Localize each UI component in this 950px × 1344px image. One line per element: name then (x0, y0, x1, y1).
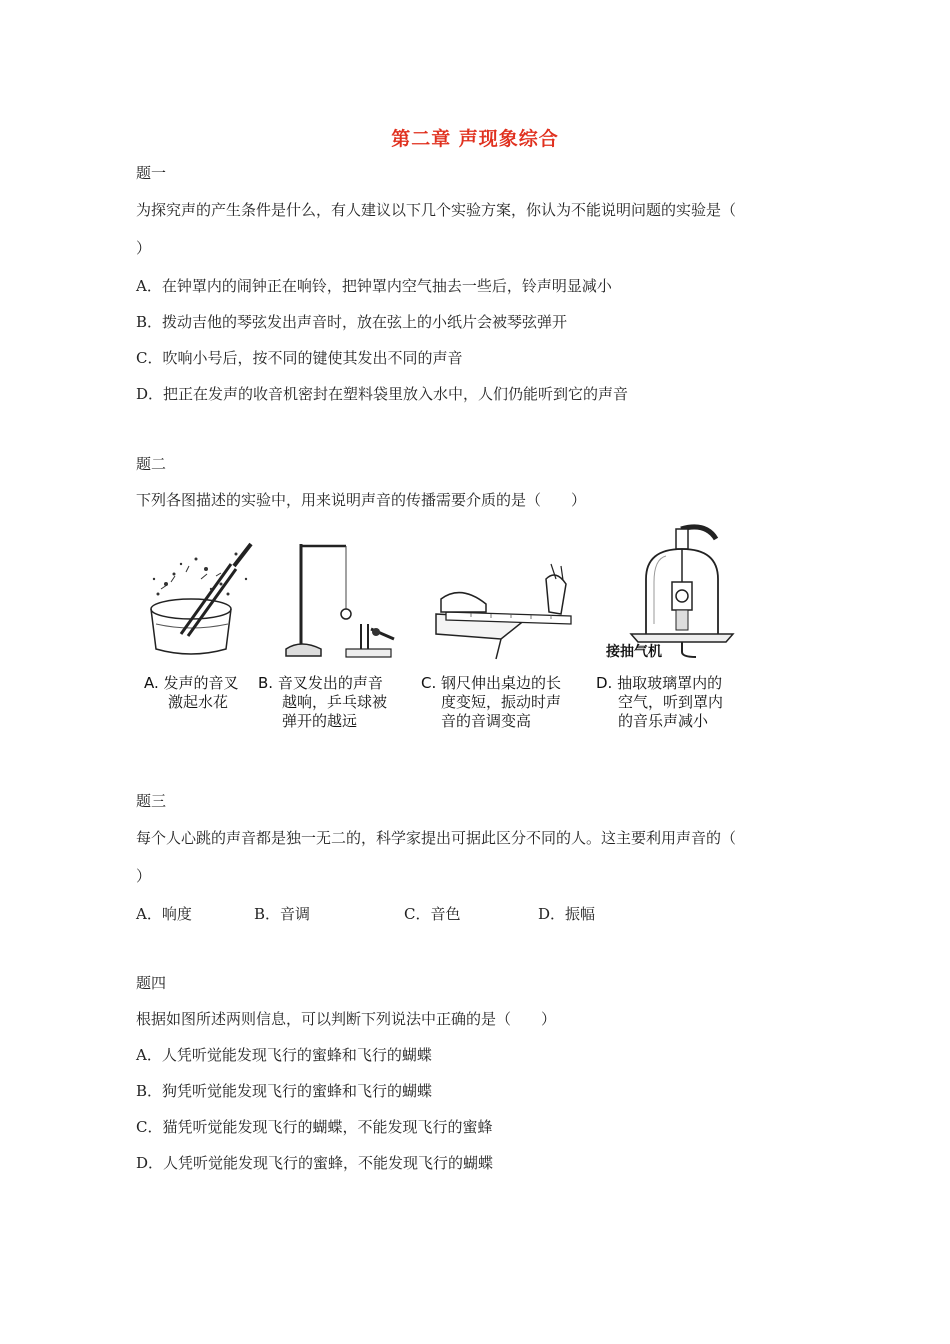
caption-b (258, 674, 387, 731)
q3-stem-line1: 每个人心跳的声音都是独一无二的，科学家提出可据此区分不同的人。这主要利用声音的（ (136, 829, 737, 847)
caption-c-line1: C. 钢尺伸出桌边的长 (421, 674, 562, 692)
q4-option-c: C．猫凭听觉能发现飞行的蝴蝶，不能发现飞行的蜜蜂 (136, 1118, 493, 1136)
q3-stem-line2: ） (136, 867, 152, 885)
q3-options (136, 904, 595, 924)
q2-figure-row (136, 524, 746, 734)
figure-c-steel-ruler (431, 524, 581, 664)
q1-heading: 题一 (136, 164, 167, 182)
figure-b-pingpong-stand (276, 524, 416, 664)
q4-option-a: A．人凭听觉能发现飞行的蜜蜂和飞行的蝴蝶 (136, 1046, 432, 1064)
q3-option-a: A．响度 (136, 905, 192, 923)
q3-option-d: D．振幅 (538, 905, 596, 923)
caption-c (421, 674, 561, 731)
q4-option-d: D．人凭听觉能发现飞行的蜜蜂，不能发现飞行的蝴蝶 (136, 1154, 494, 1172)
q1-option-d: D．把正在发声的收音机密封在塑料袋里放入水中，人们仍能听到它的声音 (136, 385, 629, 403)
caption-a (144, 674, 239, 712)
pump-label: 接抽气机 (606, 644, 662, 660)
ruler-table-drawing (431, 524, 581, 664)
stand-pendulum-drawing (276, 524, 416, 664)
q3-heading: 题三 (136, 792, 167, 810)
caption-b-line2: 越响，乒乓球被 (282, 693, 388, 711)
q2-heading: 题二 (136, 455, 167, 473)
q1-option-c: C．吹响小号后，按不同的键使其发出不同的声音 (136, 349, 463, 367)
q2-stem: 下列各图描述的实验中，用来说明声音的传播需要介质的是（ ） (136, 491, 587, 509)
q1-option-a: A．在钟罩内的闹钟正在响铃，把钟罩内空气抽去一些后，铃声明显减小 (136, 277, 612, 295)
q1-stem-line2: ） (136, 239, 152, 257)
caption-b-line3: 弹开的越远 (282, 712, 358, 730)
caption-a-line2: 激起水花 (168, 693, 229, 711)
caption-d-line1: D. 抽取玻璃罩内的 (596, 674, 723, 692)
figure-a-tuning-fork-water (136, 524, 266, 664)
caption-d (596, 674, 723, 731)
q4-option-b: B．狗凭听觉能发现飞行的蜜蜂和飞行的蝴蝶 (136, 1082, 433, 1100)
caption-a-line1: A. 发声的音叉 (144, 674, 239, 692)
q3-option-c: C．音色 (404, 905, 461, 923)
tuning-fork-beaker-drawing (136, 524, 266, 664)
caption-b-line1: B. 音叉发出的声音 (258, 674, 383, 692)
caption-c-line2: 度变短，振动时声 (441, 693, 562, 711)
q1-stem-line1: 为探究声的产生条件是什么，有人建议以下几个实验方案，你认为不能说明问题的实验是（ (136, 201, 737, 219)
q3-option-b: B．音调 (254, 905, 311, 923)
q1-option-b: B．拨动吉他的琴弦发出声音时，放在弦上的小纸片会被琴弦弹开 (136, 313, 568, 331)
caption-d-line2: 空气，听到罩内 (618, 693, 724, 711)
q4-stem: 根据如图所述两则信息，可以判断下列说法中正确的是（ ） (136, 1010, 557, 1028)
caption-d-line3: 的音乐声减小 (618, 712, 709, 730)
caption-c-line3: 音的音调变高 (441, 712, 532, 730)
page-title: 第二章 声现象综合 (391, 128, 559, 150)
q4-heading: 题四 (136, 974, 167, 992)
